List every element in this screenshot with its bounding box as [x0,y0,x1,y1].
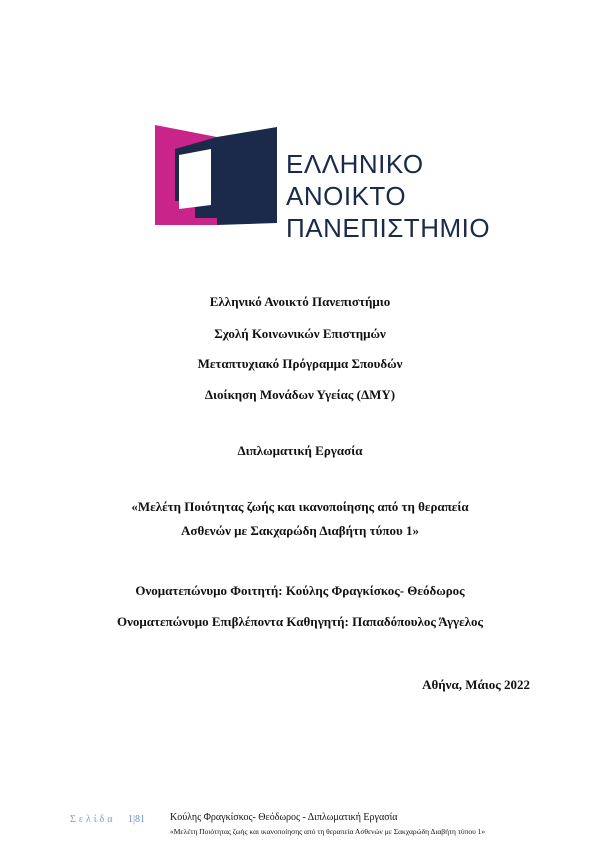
footer-title-line: «Μελέτη Ποιότητας ζωής και ικανοποίησης από τη θεραπεία Ασθενών με Σακχαρώδη Διαβήτη τύπου 1» [170,827,486,836]
place-date: Αθήνα, Μάιος 2022 [422,677,530,692]
logo-text-line1: ΕΛΛΗΝΙΚΟ [286,149,424,179]
page-number: 1|81 [128,814,146,825]
student-name: Ονοματεπώνυμο Φοιτητή: Κούλης Φραγκίσκος- Θεόδωρος [135,583,465,598]
logo-text-line2: ΑΝΟΙΚΤΟ [286,181,407,211]
page-label: Σελίδα [70,814,116,825]
university-name: Ελληνικό Ανοικτό Πανεπιστήμιο [209,294,391,309]
thesis-title-line2: Ασθενών με Σακχαρώδη Διαβήτη τύπου 1» [181,523,419,538]
specialization-name: Διοίκηση Μονάδων Υγείας (ΔΜΥ) [204,387,396,402]
logo-text-line3: ΠΑΝΕΠΙΣΤΗΜΙΟ [286,213,491,243]
school-name: Σχολή Κοινωνικών Επιστημών [214,326,386,341]
footer-author-line: Κούλης Φραγκίσκος- Θεόδωρος - Διπλωματική Εργασία [170,812,398,823]
logo-white-page [179,149,211,209]
program-name: Μεταπτυχιακό Πρόγραμμα Σπουδών [197,356,403,371]
supervisor-name: Ονοματεπώνυμο Επιβλέποντα Καθηγητή: Παπαδόπουλος Άγγελος [116,614,484,629]
document-type: Διπλωματική Εργασία [237,443,363,458]
thesis-title-line1: «Μελέτη Ποιότητας ζωής και ικανοποίησης από τη θεραπεία [131,499,469,514]
